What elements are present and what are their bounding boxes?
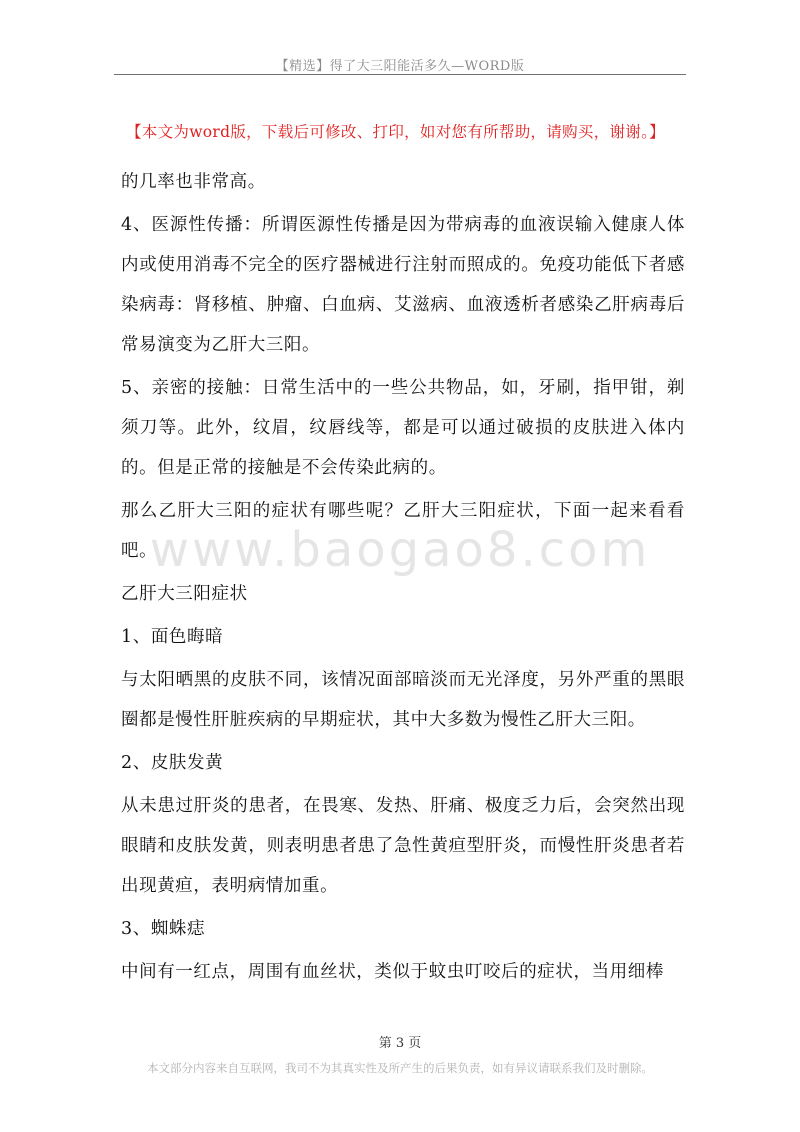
paragraph-iatrogenic-transmission: 4、医源性传播：所谓医源性传播是因为带病毒的血液误输入健康人体内或使用消毒不完全的医疗器械进行注射而照成的。免疫功能低下者感染病毒：肾移植、肿瘤、白血病、艾滋病、血液透析者感染乙肝病毒后常易演变为乙肝大三阳。 [121, 215, 685, 355]
page-header: 【精选】得了大三阳能活多久—WORD版 [275, 59, 525, 74]
item-heading-spider-nevus: 3、蜘蛛痣 [121, 919, 206, 939]
item-heading-yellow-skin: 2、皮肤发黄 [121, 753, 224, 773]
paragraph-yellow-skin: 从未患过肝炎的患者，在畏寒、发热、肝痛、极度乏力后，会突然出现眼睛和皮肤发黄，则表明患者患了急性黄疸型肝炎，而慢性肝炎患者若出现黄疸，表明病情加重。 [121, 796, 685, 896]
download-notice: 【本文为word版，下载后可修改、打印，如对您有所帮助，请购买，谢谢。】 [126, 123, 665, 141]
paragraph-symptoms-intro: 那么乙肝大三阳的症状有哪些呢？乙肝大三阳症状，下面一起来看看吧。 [121, 501, 685, 561]
document-body [121, 162, 685, 995]
item-heading-dull-complexion: 1、面色晦暗 [121, 627, 224, 647]
paragraph-close-contact: 5、亲密的接触：日常生活中的一些公共物品，如，牙刷，指甲钳，剃须刀等。此外，纹眉，纹唇线等，都是可以通过破损的皮肤进入体内的。但是正常的接触是不会传染此病的。 [121, 378, 685, 478]
page-footer-disclaimer: 本文部分内容来自互联网，我司不为其真实性及所产生的后果负责，如有异议请联系我们及时删除。 [147, 1061, 653, 1075]
section-heading-symptoms: 乙肝大三阳症状 [121, 584, 248, 604]
paragraph-continuation: 的几率也非常高。 [121, 172, 266, 192]
paragraph-spider-nevus: 中间有一红点，周围有血丝状，类似于蚊虫叮咬后的症状，当用细棒 [121, 962, 664, 982]
paragraph-dull-complexion: 与太阳晒黑的皮肤不同，该情况面部暗淡而无光泽度，另外严重的黑眼圈都是慢性肝脏疾病的早期症状，其中大多数为慢性乙肝大三阳。 [121, 670, 685, 730]
header-divider [114, 74, 686, 75]
watermark: www.baogao8.com [149, 522, 651, 578]
page-number: 第 3 页 [378, 1036, 422, 1051]
